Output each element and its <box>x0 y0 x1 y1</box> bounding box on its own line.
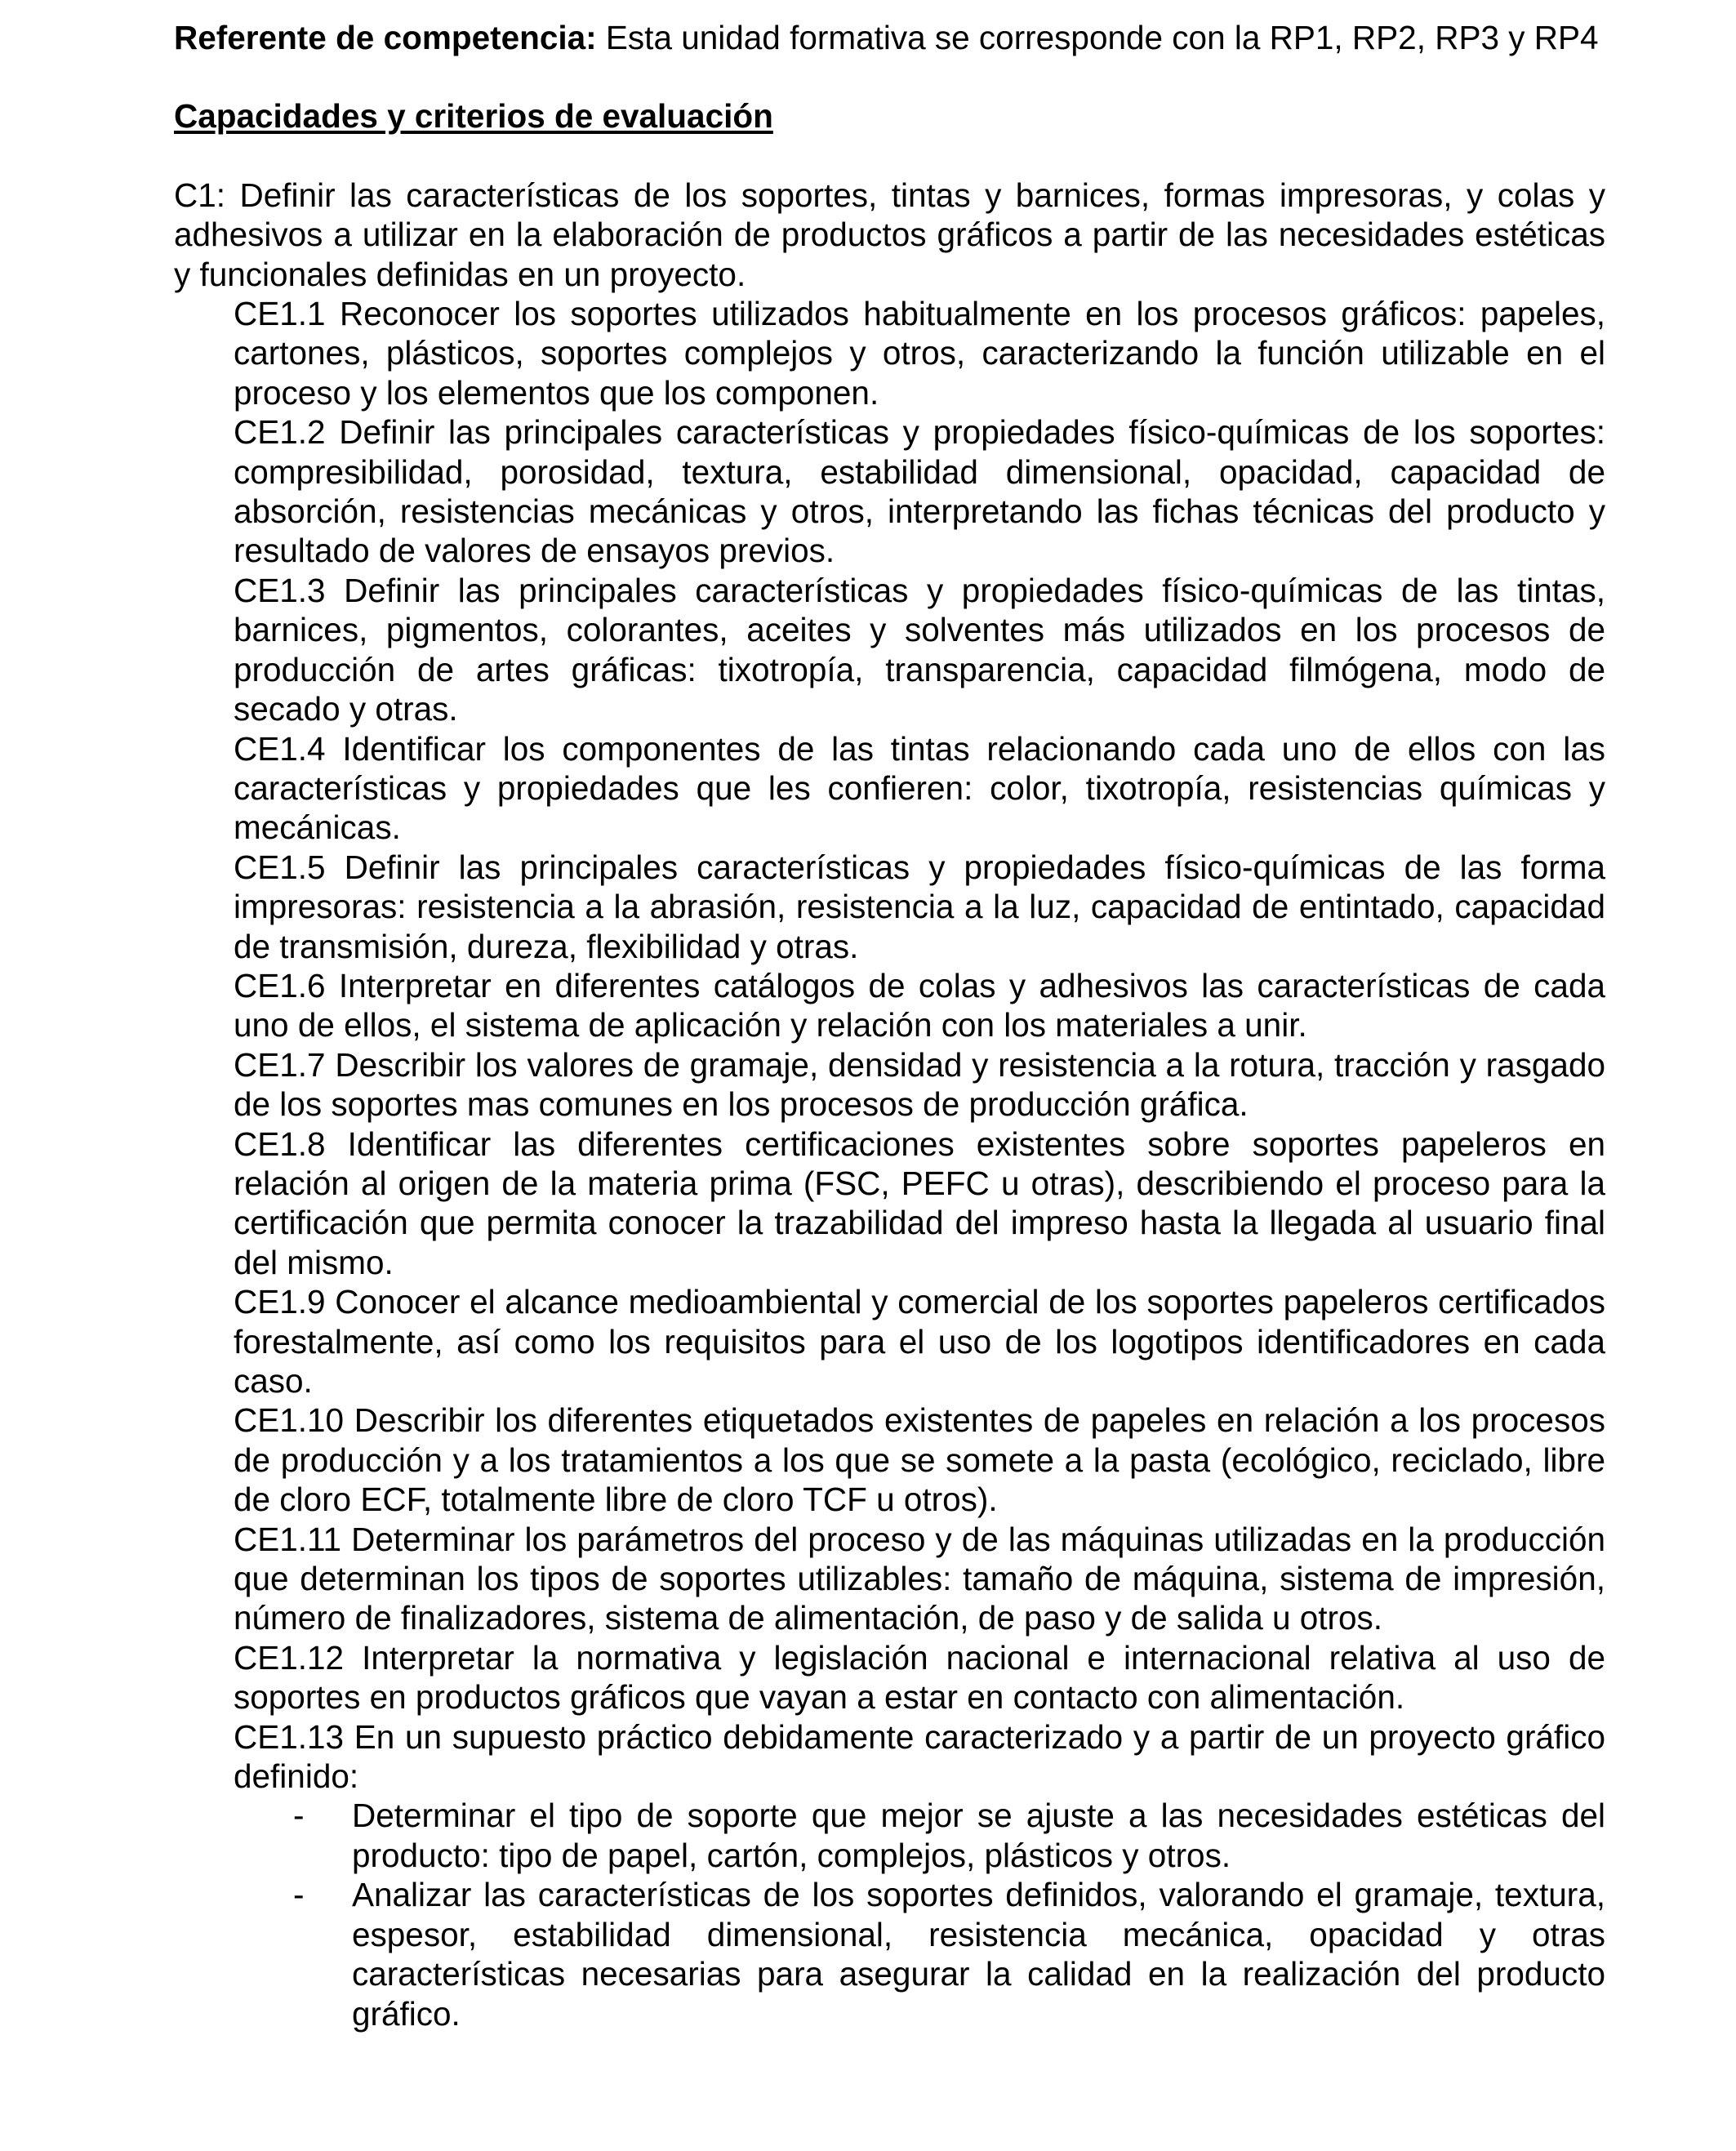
bullet-text: Analizar las características de los soportes definidos, valorando el gramaje, textura, espesor, estabilidad dimensional, resistencia mecánica, opacidad y otras características necesarias para asegurar la calidad en la realización del producto gráfico. <box>352 1876 1605 2033</box>
competency-reference <box>174 18 1605 57</box>
list-item <box>293 1796 1605 1875</box>
bullet-text: Determinar el tipo de soporte que mejor se ajuste a las necesidades estéticas del producto: tipo de papel, cartón, complejos, plásticos y otros. <box>352 1797 1605 1874</box>
criterion-ce1-6: CE1.6 Interpretar en diferentes catálogos de colas y adhesivos las características de cada uno de ellos, el sistema de aplicación y relación con los materiales a unir. <box>234 966 1605 1044</box>
competency-reference-label: Referente de competencia: <box>174 19 597 56</box>
capacity-c1: C1: Definir las características de los soportes, tintas y barnices, formas impresoras, y colas y adhesivos a utilizar en la elaboración de productos gráficos a partir de las necesidades estéticas y funcionales definidas en un proyecto. <box>174 176 1605 293</box>
criterion-ce1-5: CE1.5 Definir las principales características y propiedades físico-químicas de las forma impresoras: resistencia a la abrasión, resistencia a la luz, capacidad de entintado, capacidad de transmisión, dureza, flexibilidad y otras. <box>234 848 1605 965</box>
criterion-ce1-4: CE1.4 Identificar los componentes de las tintas relacionando cada uno de ellos con las características y propiedades que les confieren: color, tixotropía, resistencias químicas y mecánicas. <box>234 729 1605 847</box>
document-page <box>174 18 1605 2033</box>
criterion-ce1-8: CE1.8 Identificar las diferentes certificaciones existentes sobre soportes papeleros en relación al origen de la materia prima (FSC, PEFC u otras), describiendo el proceso para la certificación que permita conocer la trazabilidad del impreso hasta la llegada al usuario final del mismo. <box>234 1124 1605 1281</box>
criterion-ce1-12: CE1.12 Interpretar la normativa y legislación nacional e internacional relativa al uso de soportes en productos gráficos que vayan a estar en contacto con alimentación. <box>234 1638 1605 1717</box>
bullet-dash: - <box>293 1876 305 1914</box>
bullet-dash: - <box>293 1797 305 1835</box>
criterion-ce1-9: CE1.9 Conocer el alcance medioambiental y comercial de los soportes papeleros certificados forestalmente, así como los requisitos para el uso de los logotipos identificadores en cada caso. <box>234 1283 1605 1400</box>
criterion-ce1-1: CE1.1 Reconocer los soportes utilizados habitualmente en los procesos gráficos: papeles, cartones, plásticos, soportes complejos y otros, caracterizando la función utilizable en el proceso y los elementos que los componen. <box>234 295 1605 412</box>
criterion-ce1-2: CE1.2 Definir las principales características y propiedades físico-químicas de los soportes: compresibilidad, porosidad, textura, estabilidad dimensional, opacidad, capacidad de absorción, resistencias mecánicas y otros, interpretando las fichas técnicas del producto y resultado de valores de ensayos previos. <box>234 413 1605 570</box>
criterion-ce1-10: CE1.10 Describir los diferentes etiquetados existentes de papeles en relación a los procesos de producción y a los tratamientos a los que se somete a la pasta (ecológico, reciclado, libre de cloro ECF, totalmente libre de cloro TCF u otros). <box>234 1401 1605 1519</box>
ce1-13-bullet-list <box>174 1796 1605 2033</box>
criterion-ce1-11: CE1.11 Determinar los parámetros del proceso y de las máquinas utilizadas en la producción que determinan los tipos de soportes utilizables: tamaño de máquina, sistema de impresión, número de finalizadores, sistema de alimentación, de paso y de salida u otros. <box>234 1520 1605 1637</box>
criterion-ce1-13: CE1.13 En un supuesto práctico debidamente caracterizado y a partir de un proyecto gráfico definido: <box>234 1717 1605 1796</box>
criterion-ce1-3: CE1.3 Definir las principales características y propiedades físico-químicas de las tintas, barnices, pigmentos, colorantes, aceites y solventes más utilizados en los procesos de producción de artes gráficas: tixotropía, transparencia, capacidad filmógena, modo de secado y otras. <box>234 571 1605 728</box>
list-item <box>293 1875 1605 2033</box>
criterion-ce1-7: CE1.7 Describir los valores de gramaje, densidad y resistencia a la rotura, tracción y rasgado de los soportes mas comunes en los procesos de producción gráfica. <box>234 1045 1605 1124</box>
competency-reference-text: Esta unidad formativa se corresponde con la RP1, RP2, RP3 y RP4 <box>596 19 1599 56</box>
section-title: Capacidades y criterios de evaluación <box>174 97 773 136</box>
